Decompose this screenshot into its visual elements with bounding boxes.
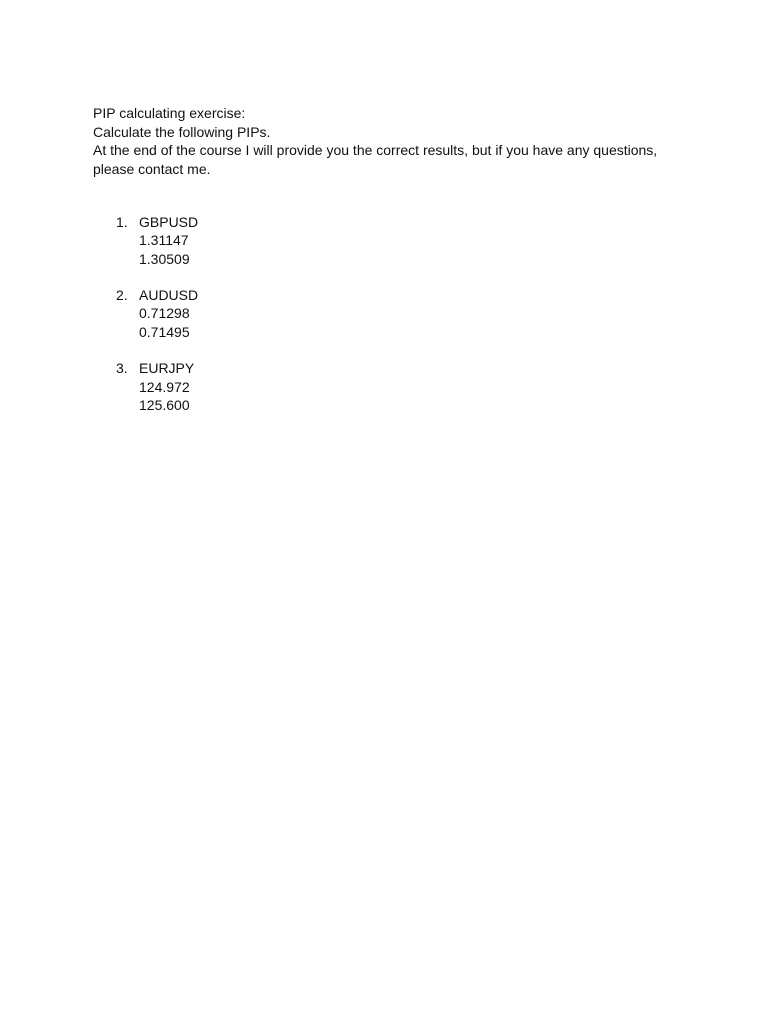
currency-pair: GBPUSD: [139, 214, 199, 230]
price-2: 125.600: [139, 396, 190, 413]
item-number: 1.: [116, 214, 128, 230]
price-2: 0.71495: [139, 323, 190, 340]
price-1: 124.972: [139, 378, 190, 395]
price-1: 1.31147: [139, 232, 189, 249]
currency-pair: EURJPY: [139, 360, 195, 377]
price-2: 1.30509: [139, 250, 190, 267]
item-number: 2.: [116, 287, 128, 304]
intro-text: [93, 104, 693, 178]
item-number: 3.: [116, 360, 128, 377]
exercise-note: At the end of the course I will provide you the correct results, but if you have any questions, please contact me.: [93, 142, 658, 177]
exercise-item-audusd: [93, 286, 493, 341]
exercise-instruction: Calculate the following PIPs.: [93, 123, 271, 140]
exercise-title: PIP calculating exercise:: [93, 105, 246, 121]
currency-pair: AUDUSD: [139, 287, 199, 304]
exercise-item-eurjpy: [93, 359, 493, 414]
price-1: 0.71298: [139, 305, 190, 322]
exercise-list: [93, 213, 493, 433]
exercise-item-gbpusd: [93, 213, 493, 268]
